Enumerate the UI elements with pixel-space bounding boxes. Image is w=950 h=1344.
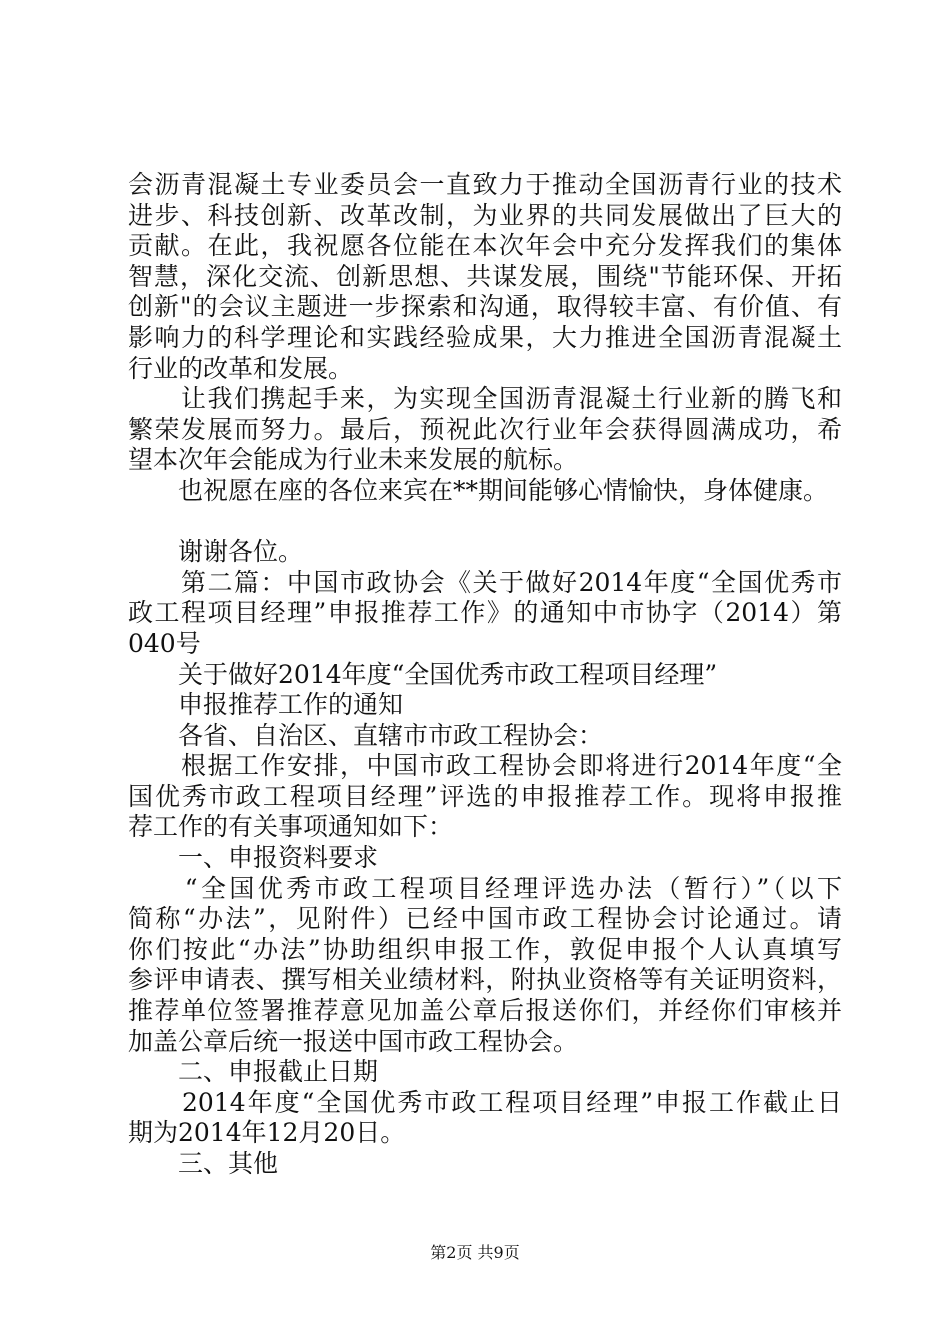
text-line: 040号	[128, 628, 201, 658]
text-line: 会沥青混凝土专业委员会一直致力于推动全国沥青行业的技术	[128, 170, 842, 199]
text-line: 简称“办法”，见附件）已经中国市政工程协会讨论通过。请	[128, 904, 842, 934]
text-line: 一、申报资料要求	[128, 843, 379, 873]
text-line: 贡献。在此，我祝愿各位能在本次年会中充分发挥我们的集体	[128, 231, 842, 261]
text-line: 荐工作的有关事项通知如下：	[128, 812, 454, 842]
text-line: 智慧，深化交流、创新思想、共谋发展，围绕"节能环保、开拓	[128, 261, 842, 291]
text-line: 第二篇：中国市政协会《关于做好2014年度“全国优秀市	[128, 567, 842, 597]
text-line: 行业的改革和发展。	[128, 353, 354, 383]
text-line: “全国优秀市政工程项目经理评选办法（暂行）”（以下	[128, 873, 842, 903]
text-line: 加盖公章后统一报送中国市政工程协会。	[128, 1026, 579, 1056]
text-line: 创新"的会议主题进一步探索和沟通，取得较丰富、有价值、有	[128, 292, 842, 322]
text-line: 根据工作安排，中国市政工程协会即将进行2014年度“全	[128, 751, 842, 781]
text-line: 望本次年会能成为行业未来发展的航标。	[128, 445, 579, 475]
text-line: 三、其他	[128, 1149, 279, 1178]
document-body	[128, 170, 842, 1180]
page-number-label: 第2页 共9页	[430, 1243, 520, 1262]
text-line: 关于做好2014年度“全国优秀市政工程项目经理”	[128, 659, 718, 689]
text-line: 进步、科技创新、改革改制，为业界的共同发展做出了巨大的	[128, 200, 842, 230]
text-line: 让我们携起手来，为实现全国沥青混凝土行业新的腾飞和	[128, 384, 842, 414]
page-footer	[0, 1240, 950, 1263]
text-line: 申报推荐工作的通知	[128, 690, 404, 720]
text-line: 期为2014年12月20日。	[128, 1118, 406, 1148]
text-line: 国优秀市政工程项目经理”评选的申报推荐工作。现将申报推	[128, 781, 842, 811]
text-line: 参评申请表、撰写相关业绩材料，附执业资格等有关证明资料，	[128, 965, 842, 995]
text-line: 各省、自治区、直辖市市政工程协会：	[128, 720, 604, 750]
text-line: 二、申报截止日期	[128, 1057, 379, 1087]
text-line: 繁荣发展而努力。最后，预祝此次行业年会获得圆满成功，希	[128, 414, 842, 444]
text-line: 2014年度“全国优秀市政工程项目经理”申报工作截止日	[128, 1087, 842, 1117]
text-line: 也祝愿在座的各位来宾在**期间能够心情愉快，身体健康。	[128, 475, 829, 505]
text-line: 推荐单位签署推荐意见加盖公章后报送你们，并经你们审核并	[128, 996, 842, 1026]
text-line: 你们按此“办法”协助组织申报工作，敦促申报个人认真填写	[128, 934, 842, 964]
text-line: 政工程项目经理”申报推荐工作》的通知中市协字（2014）第	[128, 598, 842, 628]
text-line: 影响力的科学理论和实践经验成果，大力推进全国沥青混凝土	[128, 322, 842, 352]
text-line: 谢谢各位。	[128, 537, 304, 567]
